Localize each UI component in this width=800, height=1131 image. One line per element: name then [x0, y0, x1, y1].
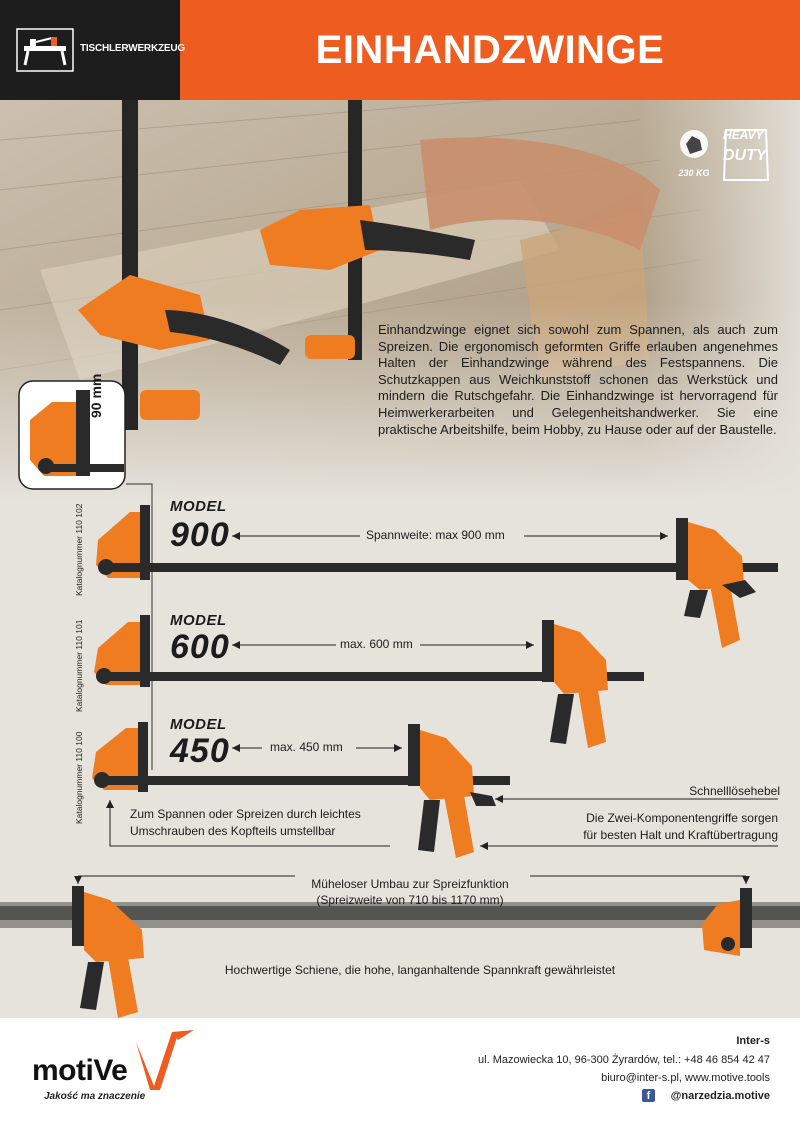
category-label: TISCHLERWERKZEUG	[80, 43, 185, 54]
product-description: Einhandzwinge eignet sich sowohl zum Spannen, als auch zum Spreizen. Die ergonomisch geformten Griffe erlauben angenehmes Halten der Einhandzwinge während des Festspannens. Die Schutzkappen aus Weichkunststoff schonen das Werkstück und mindern die Rutschgefahr. Die Einhandzwinge ist hervorragend für Heimwerkerarbeiten und Gelegenheitshandwerker. Sie eine praktische Arbeitshilfe, beim Hobby, zu Hause oder auf der Baustelle.	[378, 322, 778, 437]
model-450-catalog: Katalognummer 110 100	[74, 731, 84, 824]
head-note-line1: Zum Spannen oder Spreizen durch leichtes	[130, 807, 361, 821]
model-450-number: 450	[170, 732, 230, 770]
model-600-number: 600	[170, 628, 230, 666]
heavy-duty-badge-bottom: DUTY	[723, 147, 767, 164]
model-900-span: Spannweite: max 900 mm	[362, 528, 509, 542]
grip-note-line1: Die Zwei-Komponentengriffe sorgen	[586, 811, 778, 825]
model-900-catalog: Katalognummer 110 102	[74, 503, 84, 596]
page-title: EINHANDZWINGE	[315, 28, 665, 72]
model-600-word: MODEL	[170, 612, 227, 629]
brand-name: motiVe	[32, 1054, 128, 1087]
company-address: ul. Mazowiecka 10, 96-300 Żyrardów, tel.: +48 46 854 42 47	[478, 1054, 770, 1066]
company-contact[interactable]: biuro@inter-s.pl, www.motive.tools	[601, 1072, 770, 1084]
model-900-number: 900	[170, 516, 230, 554]
clamp-diagram	[0, 480, 800, 1020]
load-badge: 230 KG	[678, 168, 710, 178]
social-handle[interactable]: @narzedzia.motive	[670, 1090, 770, 1102]
company-name: Inter-s	[736, 1035, 770, 1047]
jaw-depth-inset	[18, 380, 126, 490]
rail-note: Hochwertige Schiene, die hohe, langanhaltende Spannkraft gewährleistet	[224, 963, 616, 977]
model-450-word: MODEL	[170, 716, 227, 733]
release-lever-note: Schnelllösehebel	[689, 784, 780, 798]
model-600-catalog: Katalognummer 110 101	[74, 619, 84, 712]
brand-logo-mark	[132, 1028, 202, 1092]
spread-note-line1: Müheloser Umbau zur Spreizfunktion	[311, 877, 509, 891]
workbench-icon	[16, 28, 74, 72]
brand-slogan: Jakość ma znaczenie	[44, 1091, 146, 1102]
heavy-duty-badge-top: HEAVY	[723, 128, 764, 142]
facebook-icon[interactable]: f	[642, 1089, 655, 1102]
grip-note-line2: für besten Halt und Kraftübertragung	[583, 828, 778, 842]
head-note-line2: Umschrauben des Kopfteils umstellbar	[130, 824, 336, 838]
spread-note-line2: (Spreizweite von 710 bis 1170 mm)	[316, 893, 504, 907]
jaw-depth-label: 90 mm	[88, 373, 104, 418]
model-900-word: MODEL	[170, 498, 227, 515]
model-450-span: max. 450 mm	[266, 740, 347, 754]
model-600-span: max. 600 mm	[336, 637, 417, 651]
